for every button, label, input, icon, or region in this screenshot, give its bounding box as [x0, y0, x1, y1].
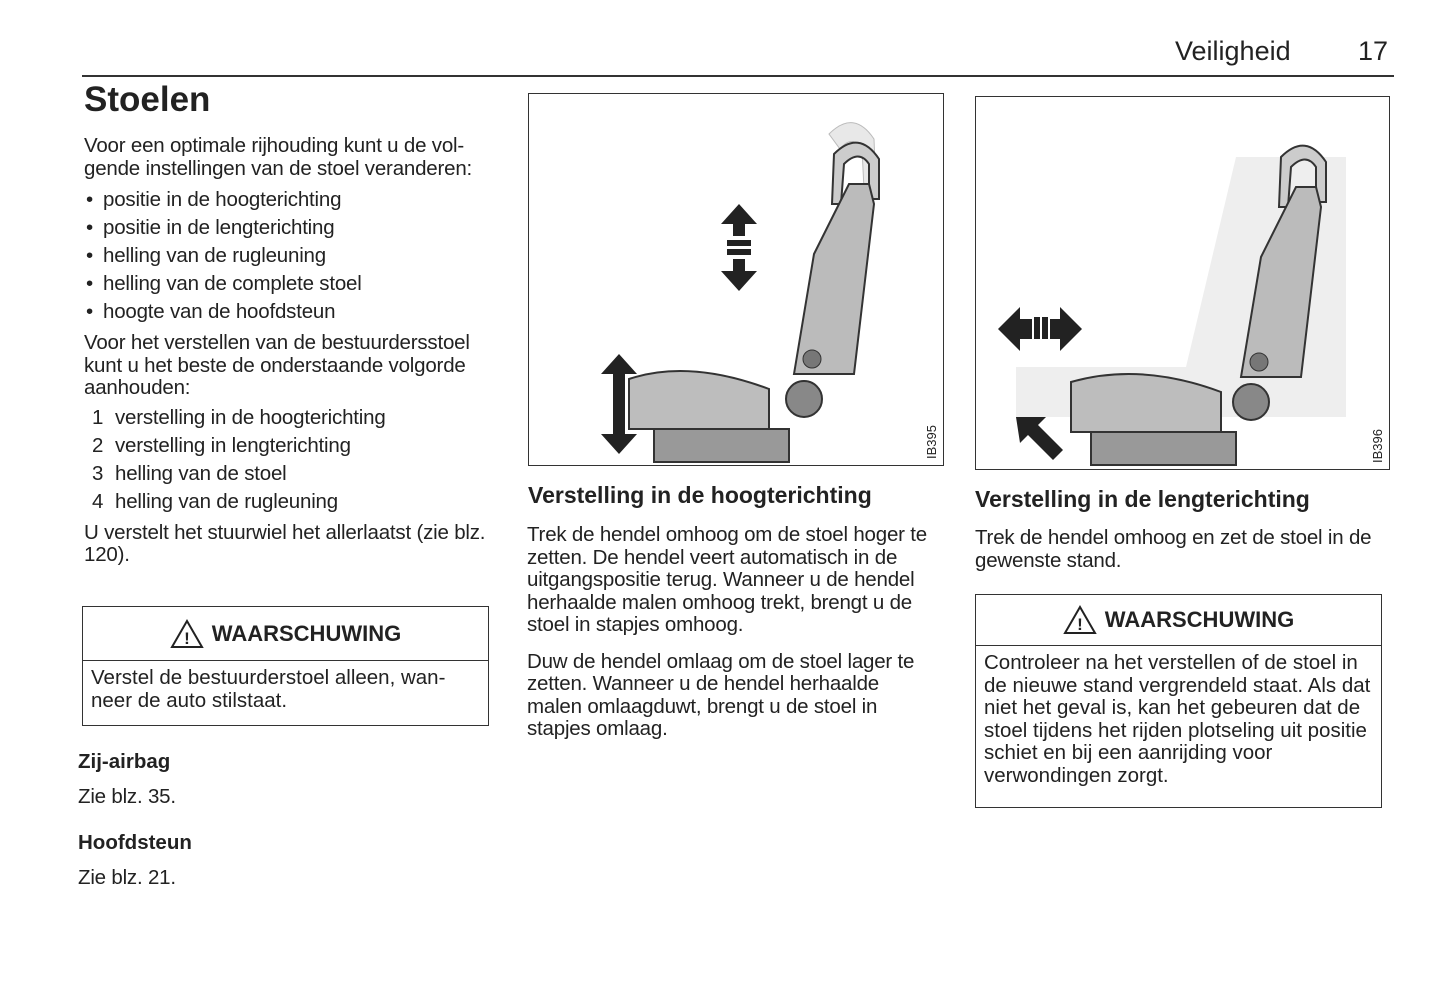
- warning-title: WAARSCHUWING: [211, 620, 402, 646]
- figure-id: IB395: [924, 425, 939, 459]
- seat-length-figure: [975, 96, 1390, 470]
- figure-id: IB396: [1370, 429, 1385, 463]
- warning-box: [82, 606, 489, 726]
- paragraph: Trek de hendel omhoog om de stoel hoger te zetten. De hendel veert automatisch in de uitgangspositie terug. Wanneer u de hendel herhaalde malen omhoog trekt, brengt u de stoel in stapjes omhoog.: [527, 523, 927, 636]
- list-item: • helling van de complete stoel: [84, 270, 499, 298]
- height-text: [527, 524, 939, 741]
- page-title: Stoelen: [84, 80, 211, 119]
- headrest-heading: Hoofdsteun: [78, 831, 192, 854]
- list-item: 4 helling van de rugleuning: [92, 489, 338, 513]
- warning-title: WAARSCHUWING: [1104, 607, 1295, 632]
- warning-header: [976, 595, 1381, 646]
- svg-text:!: !: [183, 628, 190, 648]
- order-list: [84, 404, 499, 516]
- list-item: 1 verstelling in de hoogterichting: [92, 405, 386, 429]
- side-airbag-ref: Zie blz. 35.: [78, 785, 176, 808]
- height-heading: Verstelling in de hoogterichting: [528, 482, 872, 508]
- list-item: • positie in de hoogterichting: [84, 186, 499, 214]
- headrest-ref: Zie blz. 21.: [78, 866, 176, 889]
- intro-text: Voor een optimale rijhouding kunt u de vol-gende instellingen van de stoel veranderen:: [84, 134, 473, 180]
- section-title: Veiligheid: [1175, 36, 1291, 66]
- side-airbag-heading: Zij-airbag: [78, 750, 171, 773]
- svg-text:!: !: [1076, 615, 1083, 634]
- warning-triangle-icon: [1063, 605, 1097, 635]
- length-heading: Verstelling in de lengterichting: [975, 486, 1310, 512]
- page-number: 17: [1358, 36, 1389, 66]
- settings-list: [84, 186, 499, 326]
- list-item: • hoogte van de hoofdsteun: [84, 298, 499, 326]
- warning-text: Controleer na het verstellen of de stoel in de nieuwe stand vergrendeld staat. Als dat niet het geval is, kan het gebeuren dat de stoel tijdens het rijden plotseling uit positie schiet en bij een aanrijding voor verwondingen zorgt.: [984, 651, 1371, 787]
- list-item: • positie in de lengterichting: [84, 214, 499, 242]
- list-item: • helling van de rugleuning: [84, 242, 499, 270]
- lever-arrow-icon: [1016, 417, 1063, 460]
- seat-illustration: [529, 94, 943, 465]
- seat-illustration: [976, 97, 1389, 469]
- warning-header: [83, 607, 488, 661]
- list-item: 2 verstelling in lengterichting: [92, 433, 351, 457]
- warning-text: Verstel de bestuurderstoel alleen, wan-neer de auto stilstaat.: [91, 666, 446, 712]
- paragraph: Duw de hendel omlaag om de stoel lager te zetten. Wanneer u de hendel herhaalde malen omlaagduwt, brengt u de stoel in stapjes omlaag.: [527, 649, 915, 740]
- order-intro: Voor het verstellen van de bestuurdersstoel kunt u het beste de onderstaande volgorde aanhouden:: [84, 331, 470, 399]
- left-column: [84, 135, 499, 567]
- steering-note: U verstelt het stuurwiel het allerlaatst (zie blz. 120).: [84, 520, 486, 566]
- list-item: 3 helling van de stoel: [92, 461, 287, 485]
- warning-triangle-icon: [170, 619, 204, 649]
- seat-height-figure: [528, 93, 944, 466]
- header-rule: [82, 75, 1394, 77]
- warning-box: [975, 594, 1382, 808]
- length-text: Trek de hendel omhoog en zet de stoel in de gewenste stand.: [975, 526, 1372, 572]
